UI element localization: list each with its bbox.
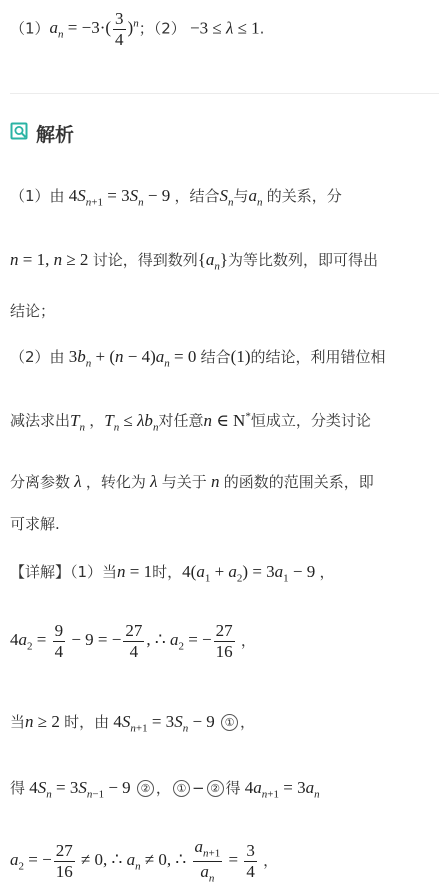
- analysis-formula: λ: [145, 472, 162, 491]
- analysis-line-7: [10, 515, 437, 533]
- detail-text: −: [191, 779, 205, 797]
- analysis-text: 为等比数列，即可得出: [228, 251, 379, 269]
- analysis-text: 恒成立，分类讨论: [250, 411, 371, 430]
- analysis-section-header: [10, 120, 74, 147]
- analysis-formula: $4S_{n+1} = 3S_n - 9$: [64, 186, 175, 209]
- analysis-text: 的结论，利用错位相: [250, 348, 386, 366]
- analysis-text: ，转化为: [85, 473, 146, 491]
- analysis-line-1: [10, 186, 437, 210]
- answer-part1-formula: $a_n = -3\cdot$( $\frac{3}{4}$ )$^n$: [49, 9, 139, 49]
- answer-part2-label: ；（2）: [138, 19, 186, 38]
- detail-formula: n = 1: [117, 562, 153, 581]
- analysis-formula: $3b_n + (n - 4)a_n = 0$: [64, 347, 201, 370]
- section-divider: [10, 93, 439, 94]
- analysis-text: 减法求出: [10, 411, 71, 430]
- detail-formula: $4S_{n+1} = 3S_n - 9$: [109, 712, 220, 735]
- detail-text: ，: [155, 779, 171, 797]
- analysis-formula: $T_n$: [70, 410, 85, 434]
- detail-line-3: [10, 712, 437, 736]
- detail-text: 时，由: [64, 713, 110, 731]
- analysis-text: 对任意: [158, 411, 204, 430]
- detail-formula: n ≥ 2: [25, 712, 65, 731]
- detail-text: ，: [263, 851, 279, 870]
- answer-part2-formula: −3 ≤ λ ≤ 1: [185, 18, 260, 38]
- magnifier-document-icon: [10, 122, 30, 146]
- analysis-text: 的关系，分: [266, 187, 342, 205]
- detail-text: 【详解】（1）当: [10, 563, 118, 581]
- analysis-text: 与: [233, 187, 249, 205]
- detail-formula: $4S_n = 3S_{n-1} - 9$: [25, 778, 135, 801]
- analysis-formula: n: [206, 472, 224, 491]
- detail-formula: $4a_{n+1} = 3a_n$: [240, 778, 320, 801]
- analysis-text: ，: [89, 411, 105, 430]
- analysis-formula: $\{a_n\}$: [197, 250, 229, 273]
- analysis-text: 结论；: [10, 302, 56, 320]
- analysis-text: 可求解.: [10, 515, 60, 533]
- analysis-formula: $T_n \le \lambda b_n$: [104, 410, 159, 434]
- detail-formula: $4a_2$ = $\frac{9}{4}$ − 9 = − $\frac{27}{4}$ , ∴ $a_2$ = − $\frac{27}{16}$: [10, 621, 233, 661]
- analysis-text: ，结合: [174, 187, 220, 205]
- answer-end-mark: .: [259, 19, 265, 38]
- circled-two-marker: ②: [137, 780, 154, 797]
- answer-line: [10, 10, 437, 49]
- detail-formula: $a_2$ = − $\frac{27}{16}$ ≠ 0, ∴ $a_n \ne 0$, ∴ $\frac{a_{n+1}}{a_n}$ = $\frac{3}{4}$: [10, 837, 255, 885]
- analysis-line-3: [10, 302, 437, 320]
- detail-text: 得: [225, 779, 241, 797]
- analysis-text: （1）由: [10, 187, 65, 205]
- circled-one-marker: ①: [221, 714, 238, 731]
- answer-part1-label: （1）: [10, 19, 50, 38]
- analysis-formula: $S_n$: [219, 186, 234, 209]
- detail-text: ，: [319, 563, 335, 581]
- detail-text: 时，: [152, 563, 183, 581]
- analysis-text: （2）由: [10, 348, 65, 366]
- detail-text: ，: [240, 631, 256, 650]
- analysis-line-2: [10, 250, 437, 274]
- detail-line-5: [10, 838, 437, 885]
- section-title: 解析: [36, 124, 75, 146]
- analysis-text: 讨论，得到数列: [92, 251, 198, 269]
- analysis-text: 与关于: [161, 473, 207, 491]
- circled-one-marker: ①: [173, 780, 190, 797]
- analysis-line-4: [10, 347, 437, 371]
- analysis-text: 的函数的范围关系，即: [223, 473, 374, 491]
- analysis-formula: (1): [230, 347, 251, 366]
- detail-line-4: [10, 778, 437, 802]
- detail-text: 得: [10, 779, 26, 797]
- detail-line-2: [10, 622, 437, 661]
- analysis-formula: n = 1, n ≥ 2: [10, 250, 93, 269]
- circled-two-marker: ②: [207, 780, 224, 797]
- analysis-line-6: [10, 472, 437, 492]
- detail-formula: $4(a_1 + a_2) = 3a_1 - 9$: [182, 562, 320, 585]
- analysis-formula: n ∈ N*: [203, 410, 251, 430]
- analysis-text: 分离参数: [10, 473, 71, 491]
- analysis-text: 结合: [200, 348, 231, 366]
- analysis-formula: λ: [70, 472, 86, 491]
- detail-text: ，: [240, 713, 256, 731]
- analysis-line-5: [10, 410, 437, 434]
- detail-text: 当: [10, 713, 26, 731]
- analysis-formula: $a_n$: [248, 186, 263, 209]
- detail-line-1: [10, 562, 437, 586]
